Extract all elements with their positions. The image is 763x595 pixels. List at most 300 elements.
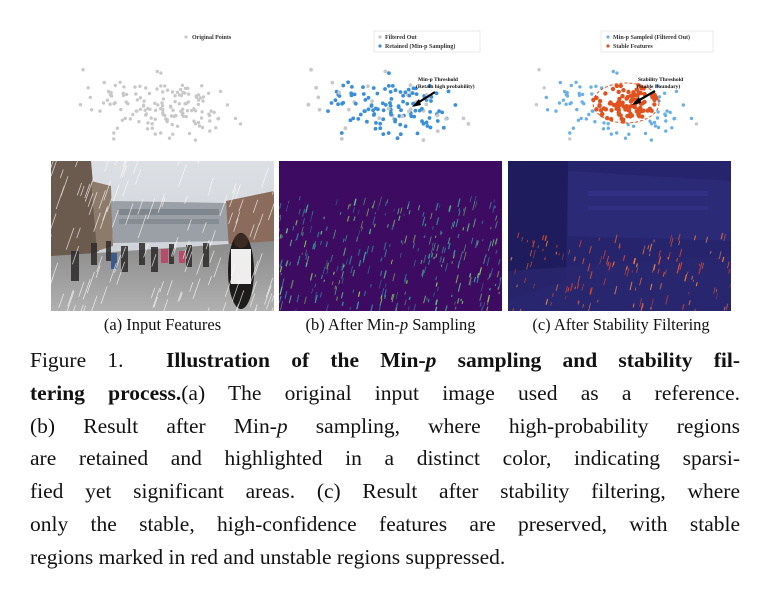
retained-point: [436, 119, 440, 123]
min-p-point: [562, 99, 565, 102]
filtered-point: [314, 86, 318, 90]
scatter-point: [194, 138, 197, 141]
subcaption-b: [279, 315, 502, 335]
stability-filtering-image: [508, 161, 731, 311]
retained-point: [428, 116, 432, 120]
retained-point: [412, 86, 416, 90]
scatter-min-p-sampling: [280, 28, 510, 156]
stability-overlay: [508, 161, 731, 311]
scatter-point: [159, 84, 162, 87]
caption-line-7: regions marked in red and unstable regions suppressed.: [30, 544, 506, 569]
retained-point: [336, 102, 340, 106]
scatter-point: [112, 102, 115, 105]
min-p-point: [602, 121, 605, 124]
retained-point: [401, 100, 405, 104]
scatter-point: [156, 70, 159, 73]
filtered-point: [337, 91, 341, 95]
filtered-point: [425, 103, 429, 107]
min-p-point: [564, 103, 567, 106]
filtered-point: [344, 126, 348, 130]
filtered-point: [340, 137, 344, 141]
scatter-point: [173, 94, 176, 97]
min-p-point: [554, 109, 557, 112]
min-p-sampling-image: [279, 161, 502, 311]
min-p-point: [664, 119, 667, 122]
stable-point: [631, 90, 635, 94]
stable-point: [621, 88, 625, 92]
stable-point: [617, 97, 621, 101]
retained-point: [401, 94, 405, 98]
retained-point: [340, 131, 344, 135]
min-p-point: [570, 84, 573, 87]
retained-point: [374, 127, 378, 131]
filtered-point: [444, 117, 448, 121]
scatter-point: [154, 132, 157, 135]
scatter-plot-a: [52, 28, 282, 156]
scatter-point: [161, 113, 164, 116]
scatter-point: [179, 110, 182, 113]
retained-point: [372, 86, 376, 90]
scatter-point: [187, 100, 190, 103]
scatter-point: [201, 126, 204, 129]
min-p-point: [656, 116, 659, 119]
filtered-point: [318, 108, 322, 112]
filtered-point: [347, 108, 351, 112]
scatter-point: [103, 81, 106, 84]
retained-point: [426, 124, 430, 128]
retained-point: [447, 90, 451, 94]
min-p-point: [574, 81, 577, 84]
min-p-point: [580, 117, 583, 120]
scatter-point: [139, 96, 142, 99]
caption-line-6: only the stable, high-confidence features are preserved, with stable: [30, 511, 740, 536]
scatter-plot-c: [508, 28, 738, 156]
retained-point: [384, 103, 388, 107]
stable-point: [612, 103, 616, 107]
filtered-point: [330, 81, 334, 85]
street-scene-photo: [51, 161, 274, 311]
retained-point: [442, 126, 446, 130]
scatter-point: [178, 102, 181, 105]
scatter-point: [156, 103, 159, 106]
scatter-point: [171, 90, 174, 93]
annotation-stability-title: Stability Threshold: [638, 77, 684, 83]
min-p-point: [653, 121, 656, 124]
stable-point: [637, 114, 641, 118]
legend-marker-retained: [378, 44, 381, 47]
min-p-point: [568, 131, 571, 134]
retained-point: [428, 110, 432, 114]
scatter-point: [89, 96, 92, 99]
retained-point: [429, 99, 433, 103]
scatter-point: [79, 103, 82, 106]
min-p-point: [648, 120, 651, 123]
stable-point: [628, 114, 632, 118]
retained-point: [346, 80, 350, 84]
scatter-point: [137, 120, 140, 123]
retained-point: [387, 131, 391, 135]
scatter-point: [219, 90, 222, 93]
min-p-point: [675, 90, 678, 93]
retained-point: [350, 94, 354, 98]
scatter-point: [176, 91, 179, 94]
filtered-point: [422, 138, 426, 142]
filtered-point: [370, 99, 374, 103]
scatter-point: [169, 105, 172, 108]
min-p-point: [615, 71, 618, 74]
retained-point: [364, 98, 368, 102]
legend-marker-stable: [606, 44, 609, 47]
scatter-point: [122, 94, 125, 97]
min-p-point: [672, 117, 675, 120]
retained-point: [370, 103, 374, 107]
scatter-stability-filtering: [508, 28, 738, 156]
retained-point: [378, 122, 382, 126]
scatter-point: [182, 115, 185, 118]
scatter-point: [179, 88, 182, 91]
scatter-point: [119, 108, 122, 111]
stable-point: [619, 84, 623, 88]
scatter-point: [171, 109, 174, 112]
stable-point: [597, 103, 601, 107]
retained-point: [399, 108, 403, 112]
min-p-point: [665, 109, 668, 112]
min-p-point: [572, 127, 575, 130]
filtered-point: [309, 68, 313, 72]
scatter-point: [145, 112, 148, 115]
scatter-point: [181, 84, 184, 87]
min-p-point: [585, 117, 588, 120]
retained-point: [387, 84, 391, 88]
retained-point: [437, 109, 441, 113]
scatter-point: [216, 117, 219, 120]
scatter-point: [131, 113, 134, 116]
subcaption-a-text: (a) Input Features: [103, 315, 222, 334]
scatter-point: [161, 104, 164, 107]
scatter-point: [200, 110, 203, 113]
scatter-point: [173, 100, 176, 103]
retained-point: [387, 71, 391, 75]
retained-point: [405, 102, 409, 106]
scatter-point: [192, 107, 195, 110]
scatter-point: [116, 127, 119, 130]
subcaption-b-pre: (b) After Min-: [305, 315, 400, 334]
min-p-point: [589, 85, 592, 88]
scatter-point: [161, 90, 164, 93]
scatter-point: [118, 81, 121, 84]
min-p-point: [682, 103, 685, 106]
filtered-point: [383, 70, 387, 74]
scatter-point: [121, 119, 124, 122]
filtered-point: [436, 114, 440, 118]
min-p-point: [591, 109, 594, 112]
caption-line-3: (b) Result after Min-p sampling, where high-probability regions: [30, 413, 740, 438]
subcaption-c: [508, 315, 734, 335]
scatter-point: [126, 102, 129, 105]
stable-point: [635, 109, 639, 113]
min-p-point: [593, 120, 596, 123]
scatter-point: [110, 91, 113, 94]
filtered-point: [462, 117, 466, 121]
stable-point: [629, 99, 633, 103]
scatter-point: [184, 87, 187, 90]
min-p-point: [587, 113, 590, 116]
min-p-point: [624, 137, 627, 140]
scatter-point: [151, 127, 154, 130]
retained-point: [356, 117, 360, 121]
scatter-point: [209, 109, 212, 112]
legend-retained: Retained (Min-p Sampling): [385, 44, 456, 50]
retained-point: [416, 132, 420, 136]
retained-point: [415, 92, 419, 96]
scatter-point: [146, 121, 149, 124]
scatter-point: [146, 127, 149, 130]
retained-point: [404, 124, 408, 128]
filtered-point: [695, 122, 698, 125]
scatter-point: [200, 116, 203, 119]
input-features-image: [51, 161, 274, 311]
stable-point: [611, 87, 615, 91]
scatter-point: [239, 122, 242, 125]
scatter-point: [142, 104, 145, 107]
scatter-point: [148, 92, 151, 95]
scatter-point: [160, 101, 163, 104]
scatter-point: [122, 85, 125, 88]
legend-stable-features: Stable Features: [613, 44, 653, 50]
stable-point: [603, 91, 607, 95]
scatter-point: [155, 87, 158, 90]
retained-point: [372, 112, 376, 116]
scatter-point: [165, 120, 168, 123]
scatter-point: [188, 132, 191, 135]
retained-point: [394, 88, 398, 92]
retained-point: [435, 91, 439, 95]
min-p-point: [558, 101, 561, 104]
legend-marker-original: [184, 35, 187, 38]
retained-point: [411, 91, 415, 95]
min-p-point: [627, 133, 630, 136]
filtered-point: [307, 103, 311, 107]
scatter-point: [133, 85, 136, 88]
caption-bold-2: tering process.: [30, 380, 182, 405]
legend-min-p-sampled: Min-p Sampled (Filtered Out): [613, 35, 691, 41]
stable-point: [617, 90, 621, 94]
filtered-point: [543, 86, 546, 89]
min-p-point: [612, 70, 615, 73]
scatter-point: [180, 94, 183, 97]
scatter-point: [154, 118, 157, 121]
retained-point: [404, 90, 408, 94]
scatter-point: [208, 119, 211, 122]
annotation-stability-sub: (Stable Boundary): [637, 84, 681, 90]
scatter-point: [200, 84, 203, 87]
retained-point: [390, 97, 394, 101]
scatter-point: [112, 137, 115, 140]
retained-point: [350, 85, 354, 89]
retained-point: [361, 85, 365, 89]
scatter-point: [106, 99, 109, 102]
min-p-point: [546, 108, 549, 111]
filtered-point: [377, 116, 381, 120]
retained-point: [362, 92, 366, 96]
retained-point: [374, 121, 378, 125]
scatter-point: [183, 91, 186, 94]
scatter-point: [112, 131, 115, 134]
retained-point: [359, 113, 363, 117]
min-p-point: [690, 117, 693, 120]
legend-marker-min-p: [606, 35, 609, 38]
min-p-point: [650, 138, 653, 141]
subcaption-a: [51, 315, 274, 335]
scatter-point: [159, 71, 162, 74]
scatter-point: [134, 92, 137, 95]
min-p-point: [575, 108, 578, 111]
scatter-point: [171, 133, 174, 136]
scatter-point: [154, 109, 157, 112]
caption-line-2: tering process.(a) The original input image used as a reference.: [30, 380, 741, 405]
stable-point: [617, 112, 621, 116]
min-p-point: [644, 132, 647, 135]
retained-point: [341, 84, 345, 88]
subcaption-b-var: p: [399, 315, 409, 334]
figure-label: Figure 1.: [30, 348, 124, 372]
min-p-point: [577, 119, 580, 122]
scatter-point: [129, 117, 132, 120]
filtered-point: [409, 83, 413, 87]
scatter-plot-b: [280, 28, 510, 156]
min-p-point: [658, 95, 661, 98]
scatter-point: [143, 109, 146, 112]
min-p-point: [669, 111, 672, 114]
filtered-point: [400, 115, 404, 119]
figure-caption: [30, 344, 740, 574]
min-p-point: [607, 122, 610, 125]
scatter-point: [150, 116, 153, 119]
scatter-point: [207, 92, 210, 95]
retained-point: [362, 109, 366, 113]
scatter-point: [159, 131, 162, 134]
scatter-point: [81, 68, 84, 71]
caption-line-5: fied yet significant areas. (c) Result after stability filtering, where: [30, 479, 740, 504]
scatter-point: [163, 84, 166, 87]
filtered-point: [535, 103, 538, 106]
stable-point: [626, 90, 630, 94]
stable-point: [625, 105, 629, 109]
scatter-point: [162, 97, 165, 100]
scatter-point: [198, 124, 201, 127]
scatter-point: [170, 114, 173, 117]
retained-point: [340, 102, 344, 106]
min-p-point: [578, 94, 581, 97]
caption-line-4: are retained and highlighted in a distinct color, indicating sparsi-: [30, 446, 740, 471]
stable-point: [639, 91, 643, 95]
min-p-heatmap: [279, 161, 502, 311]
stable-point: [652, 102, 656, 106]
scatter-point: [124, 117, 127, 120]
scatter-point: [208, 129, 211, 132]
retained-point: [376, 92, 380, 96]
min-p-point: [654, 124, 657, 127]
scatter-point: [125, 93, 128, 96]
caption-line-1: [30, 344, 740, 377]
stable-point: [648, 107, 652, 111]
min-p-point: [545, 96, 548, 99]
stable-point: [614, 107, 618, 111]
scatter-point: [186, 109, 189, 112]
retained-point: [454, 103, 458, 107]
scatter-point: [213, 111, 216, 114]
subcaption-c-text: (c) After Stability Filtering: [532, 315, 710, 334]
filtered-point: [366, 84, 370, 88]
min-p-point: [582, 102, 585, 105]
retained-point: [399, 132, 403, 136]
scatter-point: [142, 99, 145, 102]
retained-point: [326, 109, 330, 113]
retained-point: [371, 108, 375, 112]
retained-point: [420, 119, 424, 123]
min-p-point: [632, 125, 635, 128]
retained-point: [414, 109, 418, 113]
legend-original-points: Original Points: [192, 35, 232, 41]
retained-point: [383, 87, 387, 91]
scatter-point: [187, 92, 190, 95]
scatter-point: [144, 86, 147, 89]
retained-point: [367, 107, 371, 111]
retained-point: [378, 126, 382, 130]
retained-point: [396, 136, 400, 140]
retained-point: [393, 120, 397, 124]
scatter-point: [195, 96, 198, 99]
retained-point: [389, 90, 393, 94]
min-p-point: [568, 102, 571, 105]
scatter-point: [197, 121, 200, 124]
scatter-point: [234, 117, 237, 120]
min-p-point: [566, 91, 569, 94]
legend-marker-filtered: [378, 35, 381, 38]
scatter-point: [171, 123, 174, 126]
min-p-point: [581, 93, 584, 96]
min-p-point: [559, 81, 562, 84]
min-p-point: [594, 85, 597, 88]
scatter-point: [208, 114, 211, 117]
filtered-point: [436, 129, 440, 133]
annotation-threshold-sub: (Retain high probability): [416, 84, 475, 90]
min-p-point: [578, 85, 581, 88]
min-p-point: [602, 127, 605, 130]
stable-point: [642, 100, 646, 104]
retained-point: [367, 96, 371, 100]
retained-point: [409, 114, 413, 118]
scatter-point: [168, 137, 171, 140]
subcaption-b-post: Sampling: [408, 315, 476, 334]
retained-point: [391, 84, 395, 88]
min-p-point: [663, 92, 666, 95]
filtered-point: [387, 107, 391, 111]
scatter-point: [202, 95, 205, 98]
stable-point: [599, 108, 603, 112]
stable-point: [641, 109, 645, 113]
stable-point: [598, 99, 602, 103]
filtered-point: [316, 96, 320, 100]
scatter-point: [114, 84, 117, 87]
scatter-point: [108, 103, 111, 106]
min-p-point: [670, 126, 673, 129]
scatter-original-points: [52, 28, 282, 156]
scatter-point: [166, 89, 169, 92]
scatter-point: [201, 99, 204, 102]
min-p-point: [657, 126, 660, 129]
scatter-point: [98, 109, 101, 112]
